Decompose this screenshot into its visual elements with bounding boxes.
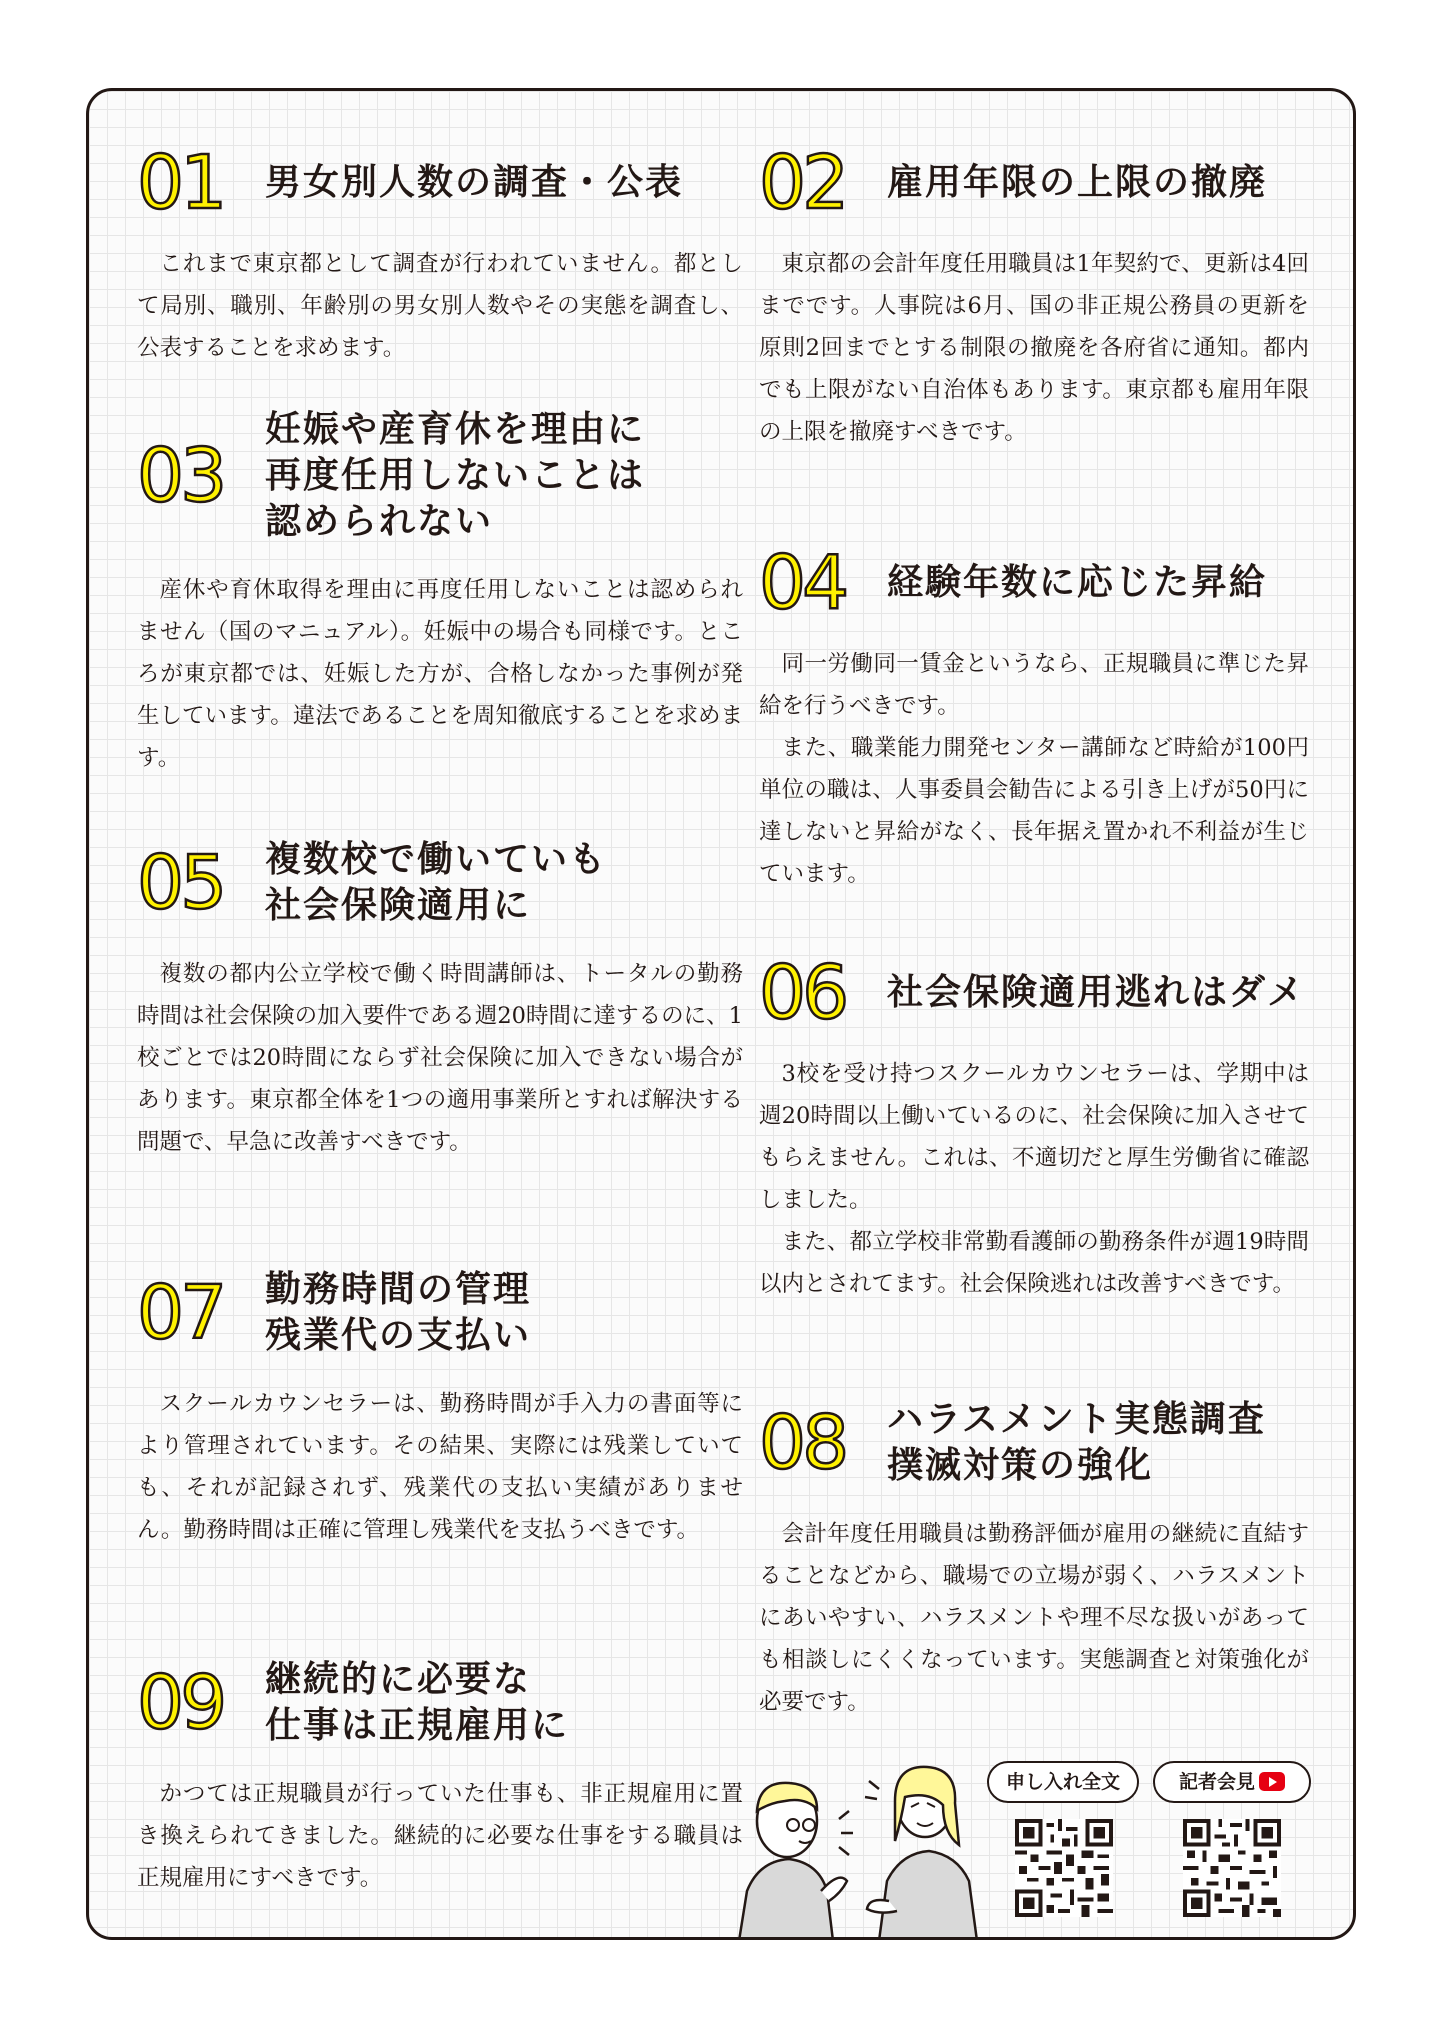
section-body: 複数の都内公立学校で働く時間講師は、トータルの勤務時間は社会保険の加入要件である週20時間に達するのに、1校ごとでは20時間にならず社会保険に加入できない場合があります。東京都全体を1つの適用事業所とすれば解決する問題で、早急に改善すべきです。 <box>137 961 743 1155</box>
section-title: 経験年数に応じた昇給 <box>887 562 1268 603</box>
section-body: 3校を受け持つスクールカウンセラーは、学期中は週20時間以上働いているのに、社会保険に加入させてもらえません。これは、不適切だと厚生労働省に確認しました。 また、都立学校非常勤看護師の勤務条件が週19時間以内とされてます。社会保険逃れは改善すべきです。 <box>759 1061 1309 1297</box>
section-title: 妊娠や産育休を理由に 再度任用しないことは 認められない <box>265 409 646 542</box>
press-conference-qr-code[interactable] <box>1183 1819 1281 1917</box>
section-number: 07 <box>137 1270 224 1356</box>
section-number: 06 <box>759 950 846 1036</box>
section-04 <box>759 541 1309 895</box>
qr-code-pattern <box>1015 1819 1113 1917</box>
section-number: 01 <box>137 140 224 226</box>
section-number: 09 <box>137 1660 224 1746</box>
section-body: かつては正規職員が行っていた仕事も、非正規雇用に置き換えられてきました。継続的に必要な仕事をする職員は正規雇用にすべきです。 <box>137 1781 743 1891</box>
flyer-sheet <box>86 88 1356 1940</box>
section-05 <box>137 831 743 1163</box>
illustration-drawing <box>729 1741 979 1940</box>
section-body: 会計年度任用職員は勤務評価が雇用の継続に直結することなどから、職場での立場が弱く、ハラスメントにあいやすい、ハラスメントや理不尽な扱いがあっても相談しにくくなっています。実態調査と対策強化が必要です。 <box>759 1521 1309 1715</box>
section-title: ハラスメント実態調査 撲滅対策の強化 <box>887 1399 1266 1486</box>
section-number: 04 <box>759 540 846 626</box>
section-07 <box>137 1261 743 1551</box>
qr-code-pattern <box>1183 1819 1281 1917</box>
section-02 <box>759 141 1309 453</box>
section-number: 08 <box>759 1400 846 1486</box>
section-title: 男女別人数の調査・公表 <box>265 162 684 203</box>
section-number: 05 <box>137 840 224 926</box>
section-body: 同一労働同一賃金というなら、正規職員に準じた昇給を行うべきです。 また、職業能力開発センター講師など時給が100円単位の職は、人事委員会勧告による引き上げが50円に達しないと昇給がなく、長年据え置かれ不利益が生じています。 <box>759 651 1309 887</box>
section-title: 複数校で働いていも 社会保険適用に <box>265 839 608 926</box>
section-01 <box>137 141 743 369</box>
press-conference-button[interactable]: 記者会見 <box>1153 1761 1311 1803</box>
section-08 <box>759 1391 1309 1723</box>
youtube-icon <box>1259 1772 1285 1791</box>
people-talking-illustration <box>729 1741 979 1940</box>
full-text-button[interactable]: 申し入れ全文 <box>987 1761 1139 1803</box>
section-03 <box>137 401 743 779</box>
section-body: これまで東京都として調査が行われていません。都として局別、職別、年齢別の男女別人数やその実態を調査し、公表することを求めます。 <box>137 251 743 361</box>
section-title: 継続的に必要な 仕事は正規雇用に <box>265 1659 570 1746</box>
section-body: 東京都の会計年度任用職員は1年契約で、更新は4回までです。人事院は6月、国の非正規公務員の更新を原則2回までとする制限の撤廃を各府省に通知。都内でも上限がない自治体もあります。東京都も雇用年限の上限を撤廃すべきです。 <box>759 251 1309 445</box>
full-text-qr-code[interactable] <box>1015 1819 1113 1917</box>
section-title: 勤務時間の管理 残業代の支払い <box>265 1269 532 1356</box>
section-06 <box>759 951 1309 1305</box>
section-09 <box>137 1651 743 1899</box>
section-title: 社会保険適用逃れはダメ <box>887 972 1306 1013</box>
section-body: 産休や育休取得を理由に再度任用しないことは認められません（国のマニュアル）。妊娠中の場合も同様です。ところが東京都では、妊娠した方が、合格しなかった事例が発生しています。違法であることを周知徹底することを求めます。 <box>137 577 743 771</box>
section-body: スクールカウンセラーは、勤務時間が手入力の書面等により管理されています。その結果、実際には残業していても、それが記録されず、残業代の支払い実績がありません。勤務時間は正確に管理し残業代を支払うべきです。 <box>137 1391 743 1543</box>
section-number: 02 <box>759 140 846 226</box>
section-title: 雇用年限の上限の撤廃 <box>887 162 1268 203</box>
section-number: 03 <box>137 433 224 519</box>
